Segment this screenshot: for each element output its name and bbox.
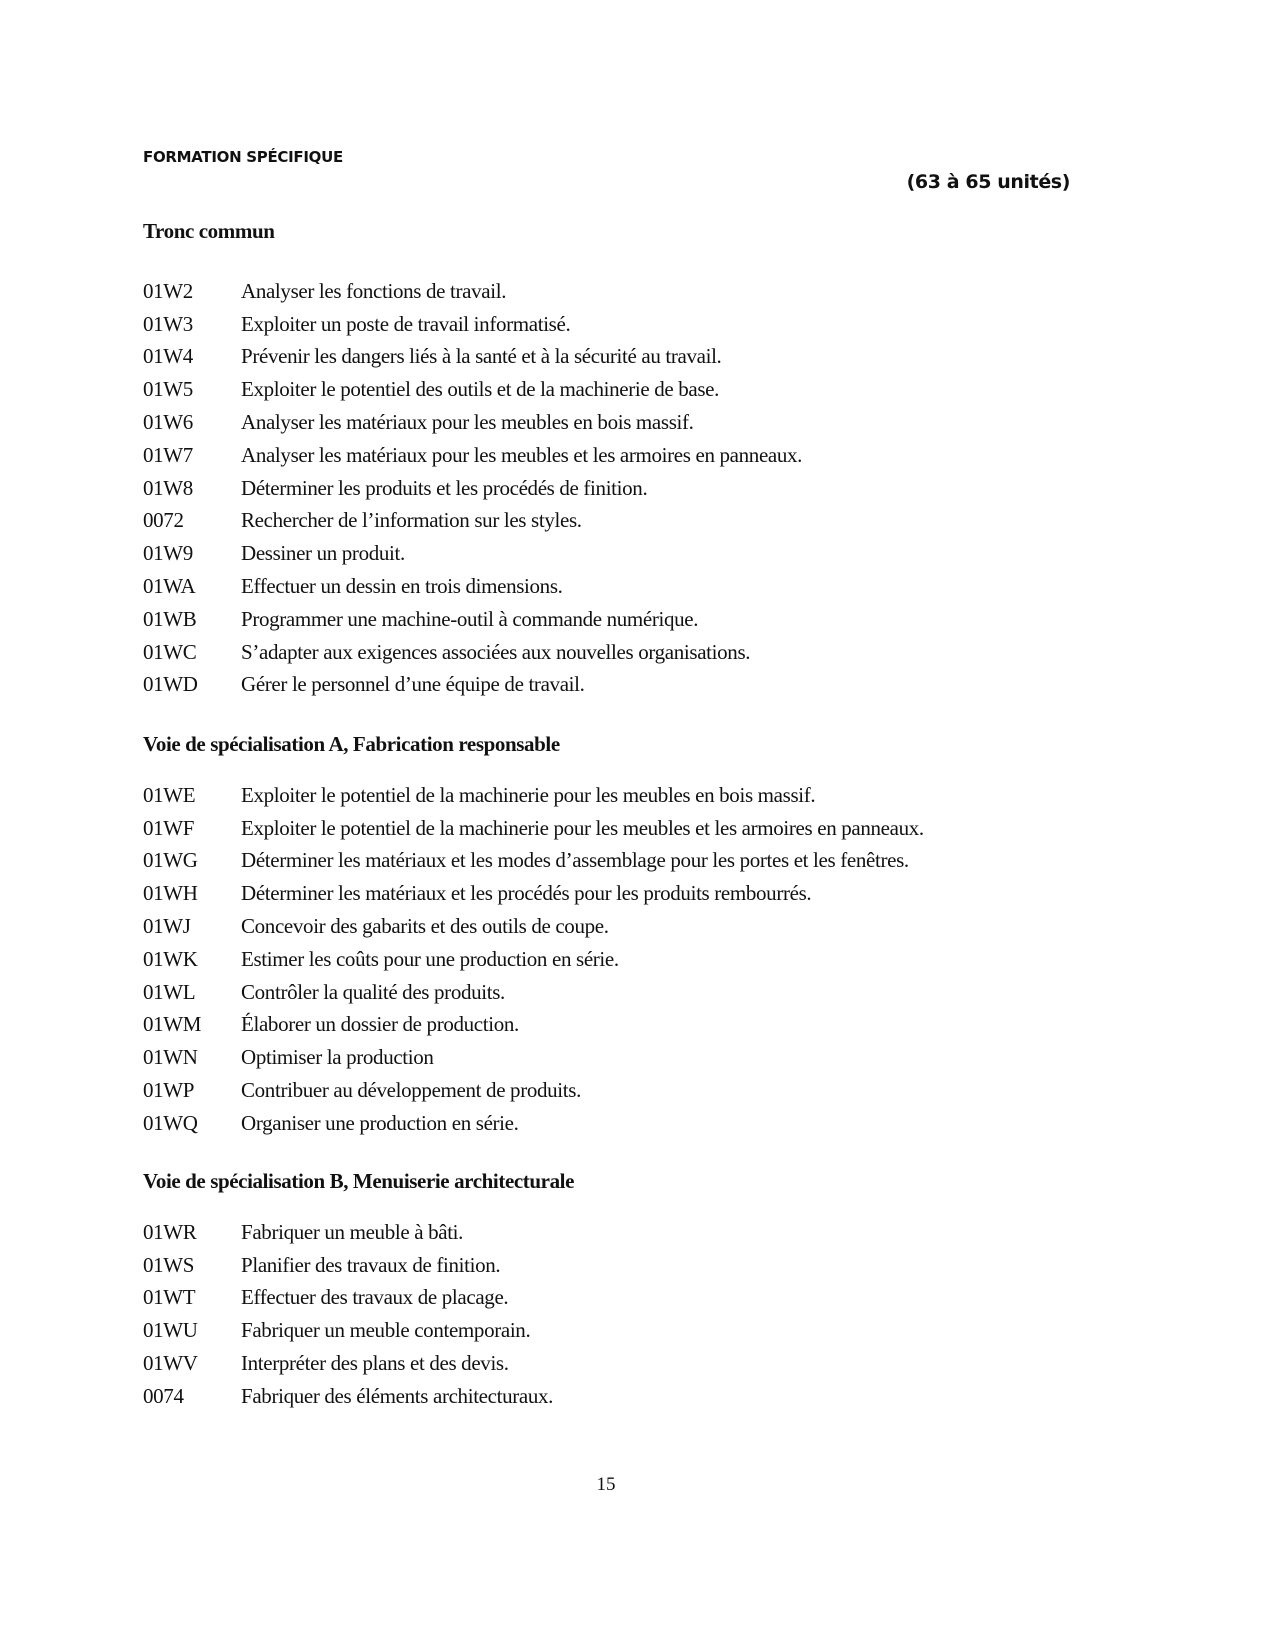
- course-item: [143, 877, 924, 910]
- course-title: Concevoir des gabarits et des outils de coupe.: [241, 914, 609, 939]
- course-title: Gérer le personnel d’une équipe de travail.: [241, 672, 585, 697]
- course-code: 01WV: [143, 1351, 198, 1376]
- course-item: [143, 439, 802, 472]
- section-title-tronc-commun: Tronc commun: [143, 219, 275, 243]
- units-range: (63 à 65 unités): [906, 171, 1070, 193]
- course-code: 01WK: [143, 946, 198, 971]
- course-item: [143, 1216, 553, 1249]
- course-title: Fabriquer un meuble à bâti.: [241, 1219, 464, 1244]
- course-code: 01WF: [143, 815, 195, 840]
- course-title: Analyser les fonctions de travail.: [241, 278, 507, 303]
- course-title: Fabriquer un meuble contemporain.: [241, 1318, 531, 1343]
- course-item: [143, 845, 924, 878]
- course-code: 01WN: [143, 1045, 198, 1070]
- course-title: Programmer une machine-outil à commande numérique.: [241, 606, 699, 631]
- course-code: 01W7: [143, 442, 193, 467]
- course-list: [143, 779, 924, 1140]
- course-code: 01WP: [143, 1078, 195, 1103]
- course-code: 01WU: [143, 1318, 198, 1343]
- course-item: [143, 373, 802, 406]
- course-code: 01WG: [143, 848, 198, 873]
- course-code: 0072: [143, 508, 184, 533]
- course-code: 01WM: [143, 1012, 202, 1037]
- course-item: [143, 505, 802, 538]
- course-code: 01W9: [143, 541, 193, 566]
- course-title: Interpréter des plans et des devis.: [241, 1351, 509, 1376]
- page-number: 15: [596, 1474, 616, 1495]
- course-title: Déterminer les matériaux et les modes d’assemblage pour les portes et les fenêtres.: [241, 848, 909, 873]
- course-item: [143, 1249, 553, 1282]
- course-code: 0074: [143, 1383, 184, 1408]
- course-title: Fabriquer des éléments architecturaux.: [241, 1383, 554, 1408]
- course-title: Déterminer les matériaux et les procédés pour les produits rembourrés.: [241, 881, 812, 906]
- course-title: Exploiter le potentiel de la machinerie pour les meubles et les armoires en panneaux.: [241, 815, 924, 840]
- course-title: Contrôler la qualité des produits.: [241, 979, 505, 1004]
- course-code: 01WS: [143, 1252, 195, 1277]
- course-item: [143, 812, 924, 845]
- course-title: Exploiter le potentiel des outils et de la machinerie de base.: [241, 377, 720, 402]
- course-item: [143, 669, 802, 702]
- course-item: [143, 1380, 553, 1413]
- course-item: [143, 1041, 924, 1074]
- course-item: [143, 976, 924, 1009]
- course-item: [143, 636, 802, 669]
- course-title: Dessiner un produit.: [241, 541, 405, 566]
- course-title: Optimiser la production: [241, 1045, 434, 1070]
- section-title-voie-b: Voie de spécialisation B, Menuiserie architecturale: [143, 1169, 575, 1193]
- course-title: Effectuer des travaux de placage.: [241, 1285, 509, 1310]
- course-code: 01WL: [143, 979, 196, 1004]
- course-title: Exploiter le potentiel de la machinerie pour les meubles en bois massif.: [241, 782, 816, 807]
- course-list: [143, 275, 802, 701]
- course-code: 01W4: [143, 344, 193, 369]
- course-code: 01W2: [143, 278, 193, 303]
- course-title: Organiser une production en série.: [241, 1110, 519, 1135]
- course-title: Contribuer au développement de produits.: [241, 1078, 581, 1103]
- course-title: Analyser les matériaux pour les meubles et les armoires en panneaux.: [241, 442, 803, 467]
- course-code: 01WH: [143, 881, 198, 906]
- course-item: [143, 1314, 553, 1347]
- course-code: 01W6: [143, 410, 193, 435]
- course-item: [143, 1074, 924, 1107]
- document-heading: FORMATION SPÉCIFIQUE: [143, 148, 343, 166]
- course-code: 01WR: [143, 1219, 197, 1244]
- course-title: Élaborer un dossier de production.: [241, 1012, 519, 1037]
- course-code: 01WC: [143, 639, 197, 664]
- course-title: Exploiter un poste de travail informatisé.: [241, 311, 571, 336]
- course-title: Estimer les coûts pour une production en série.: [241, 946, 619, 971]
- course-item: [143, 779, 924, 812]
- course-item: [143, 406, 802, 439]
- course-title: Prévenir les dangers liés à la santé et à la sécurité au travail.: [241, 344, 722, 369]
- course-item: [143, 275, 802, 308]
- course-code: 01WT: [143, 1285, 196, 1310]
- course-code: 01WQ: [143, 1110, 198, 1135]
- course-item: [143, 472, 802, 505]
- course-code: 01WA: [143, 574, 196, 599]
- course-item: [143, 570, 802, 603]
- course-title: Déterminer les produits et les procédés de finition.: [241, 475, 648, 500]
- course-title: Planifier des travaux de finition.: [241, 1252, 501, 1277]
- course-item: [143, 1282, 553, 1315]
- course-item: [143, 1347, 553, 1380]
- course-title: S’adapter aux exigences associées aux nouvelles organisations.: [241, 639, 751, 664]
- course-item: [143, 910, 924, 943]
- course-title: Rechercher de l’information sur les styles.: [241, 508, 582, 533]
- course-code: 01WB: [143, 606, 197, 631]
- section-title-voie-a: Voie de spécialisation A, Fabrication responsable: [143, 732, 560, 756]
- course-item: [143, 603, 802, 636]
- course-code: 01WJ: [143, 914, 191, 939]
- course-list: [143, 1216, 553, 1413]
- course-code: 01W5: [143, 377, 193, 402]
- course-item: [143, 1009, 924, 1042]
- course-item: [143, 341, 802, 374]
- course-code: 01WD: [143, 672, 198, 697]
- course-item: [143, 943, 924, 976]
- course-code: 01WE: [143, 782, 196, 807]
- course-title: Effectuer un dessin en trois dimensions.: [241, 574, 563, 599]
- course-item: [143, 1107, 924, 1140]
- course-title: Analyser les matériaux pour les meubles en bois massif.: [241, 410, 694, 435]
- course-code: 01W3: [143, 311, 193, 336]
- course-item: [143, 537, 802, 570]
- course-item: [143, 308, 802, 341]
- course-code: 01W8: [143, 475, 193, 500]
